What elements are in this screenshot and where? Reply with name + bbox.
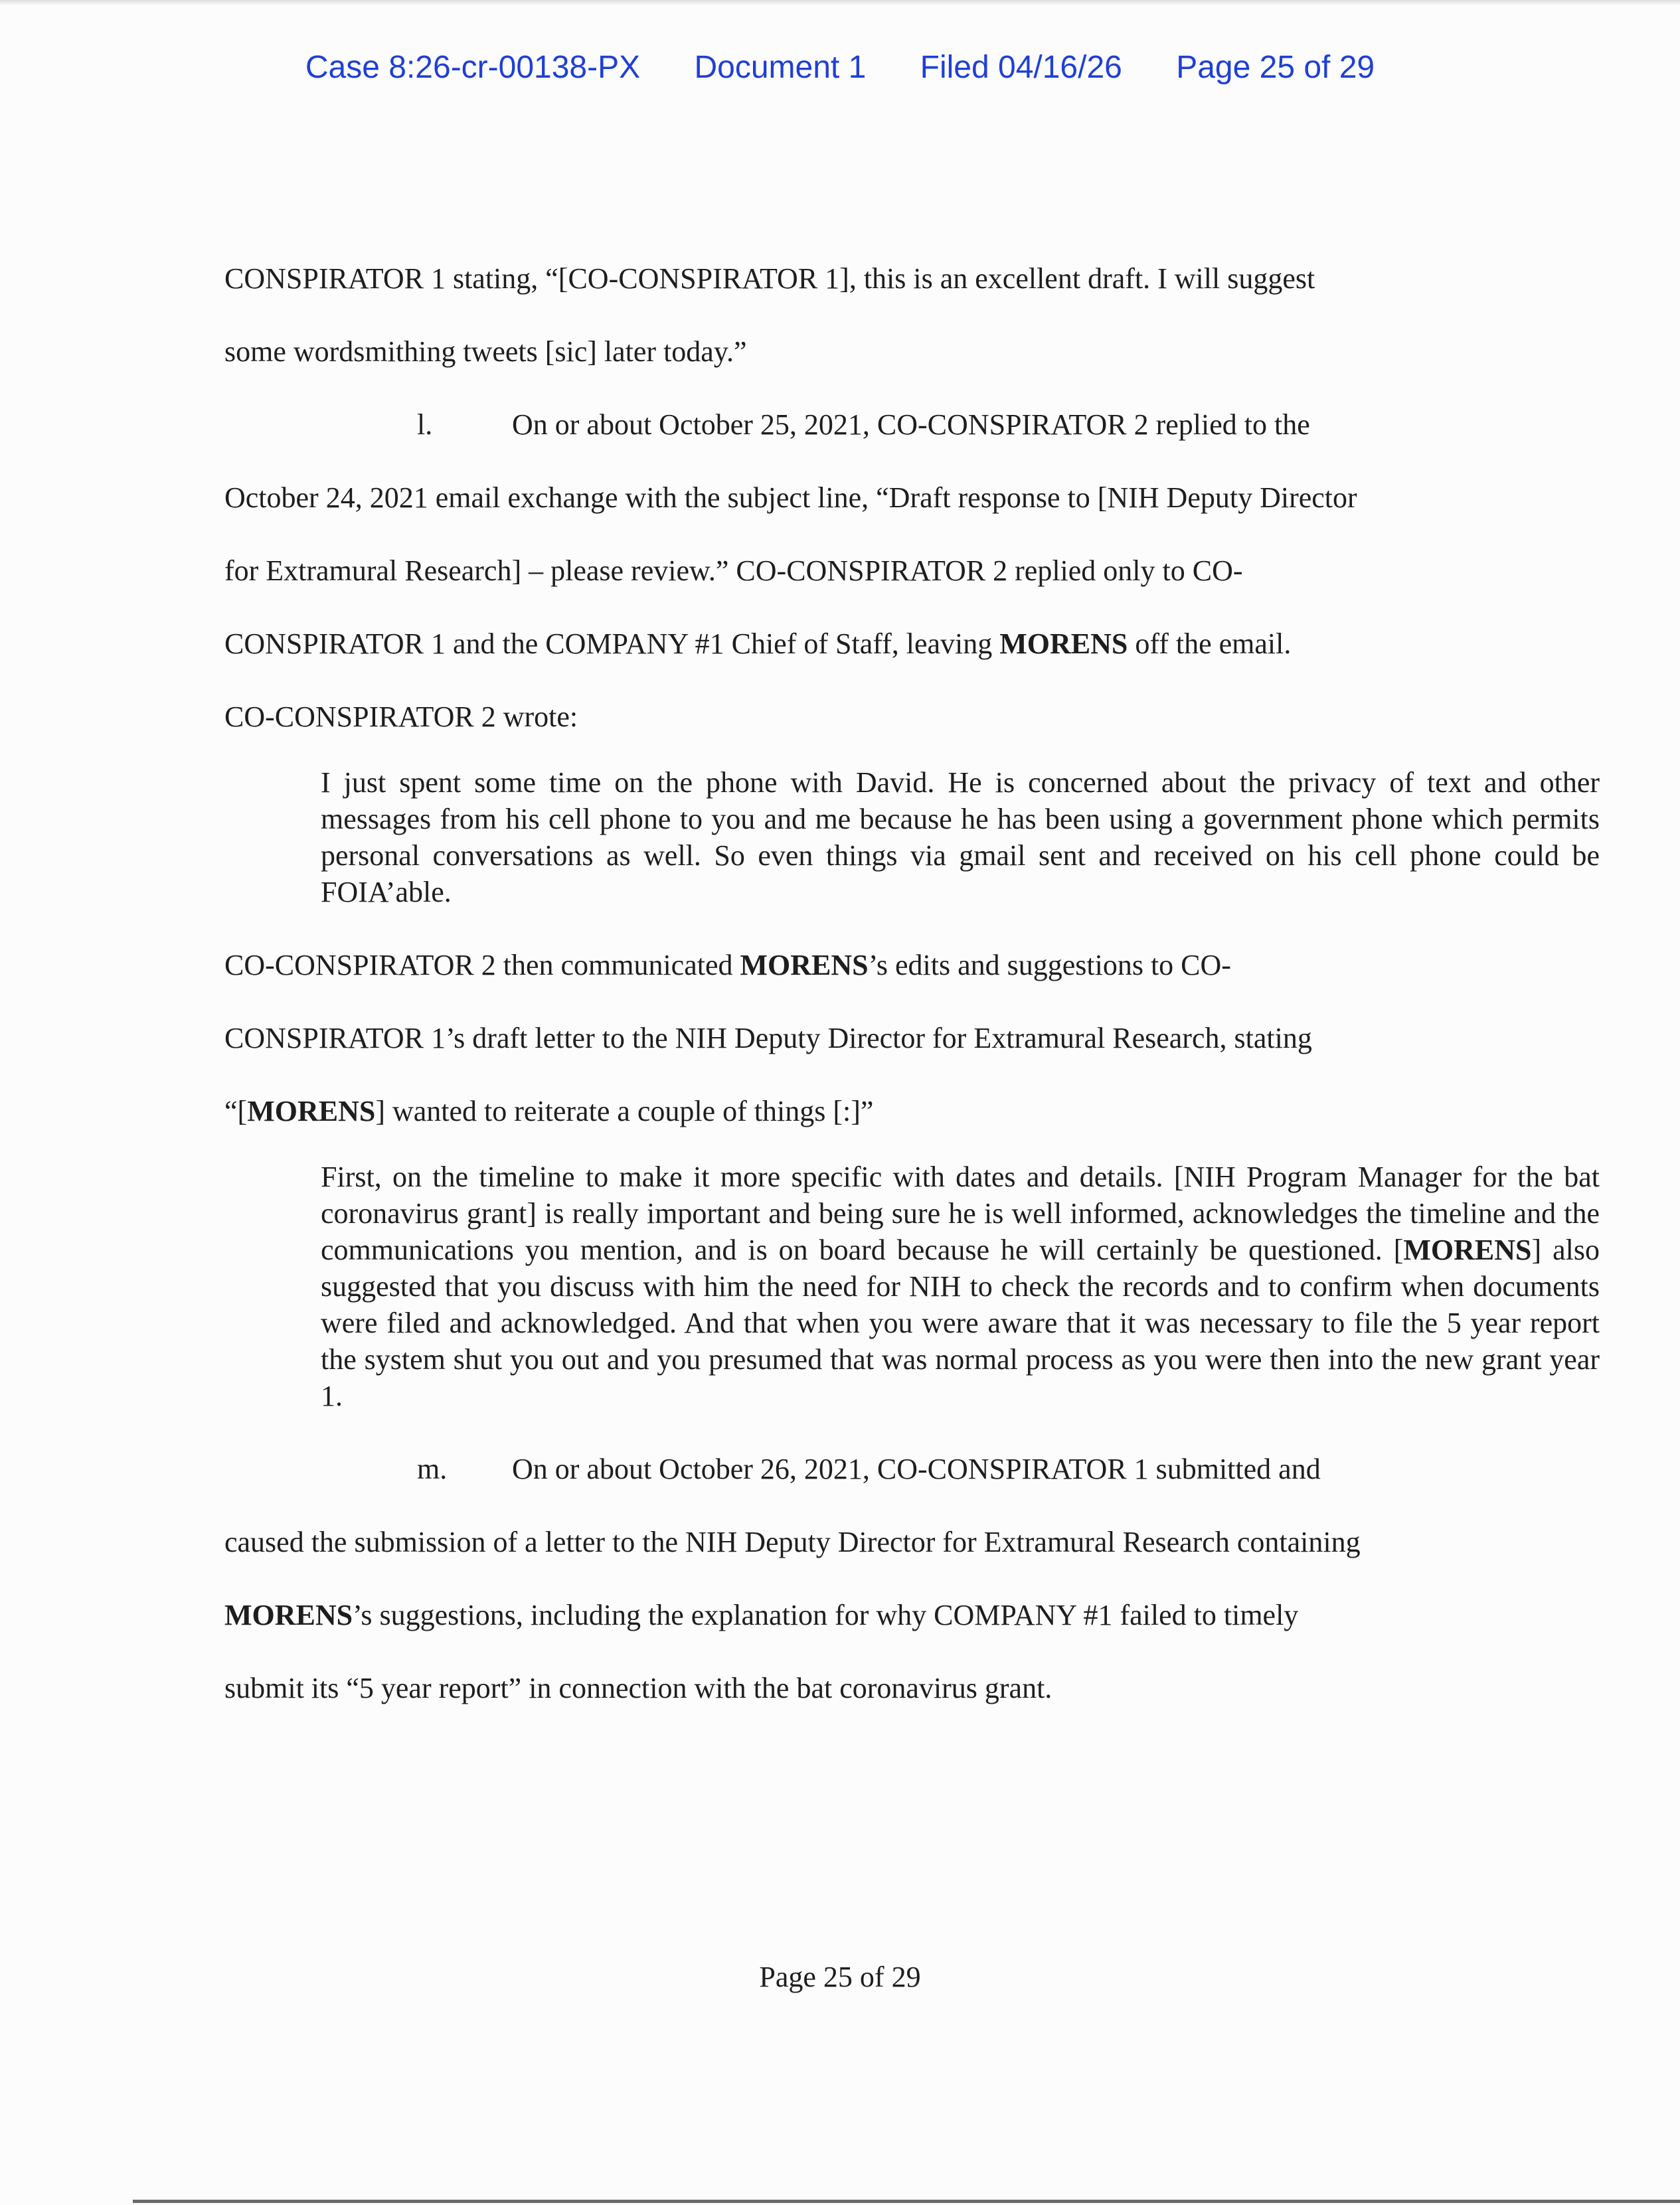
text-line: CONSPIRATOR 1’s draft letter to the NIH Deputy Director for Extramural Research, stating: [224, 1022, 1312, 1054]
text-line: for Extramural Research] – please review.” CO-CONSPIRATOR 2 replied only to CO-: [224, 554, 1243, 587]
item-label-l: l.: [417, 408, 433, 441]
text-line: [224, 1579, 1473, 1652]
defendant-name: MORENS: [999, 627, 1128, 660]
defendant-name: MORENS: [224, 1599, 353, 1631]
text-run: ] also suggested that you discuss with him the need for NIH to check the records and to confirm when documents were filed and acknowledged. And that when you were aware that it was necessary to file the 5 year report the system shut you out and you presumed that was normal process as you were then into the new grant year 1.: [321, 1234, 1600, 1412]
quote-text: [321, 1159, 1600, 1414]
text-run: off the email.: [1128, 627, 1292, 660]
header-page-number: Page 25 of 29: [1176, 50, 1375, 85]
text-line: submit its “5 year report” in connection with the bat coronavirus grant.: [224, 1672, 1052, 1704]
text-run: “[: [224, 1095, 248, 1127]
text-run: CONSPIRATOR 1 and the COMPANY #1 Chief of Staff, leaving: [224, 627, 1000, 660]
page-footer: [0, 1960, 1680, 1994]
paragraph-m-first-line: [224, 1433, 1473, 1506]
ecf-header: [0, 49, 1680, 86]
defendant-name: MORENS: [740, 949, 869, 981]
text-line: some wordsmithing tweets [sic] later today.”: [224, 335, 747, 368]
text-line: CONSPIRATOR 1 stating, “[CO-CONSPIRATOR 1], this is an excellent draft. I will suggest: [224, 262, 1315, 295]
text-line: [224, 608, 1473, 681]
item-label-m: m.: [417, 1453, 448, 1485]
block-quote-2: [321, 1148, 1600, 1433]
paragraph-l-first-line: [224, 388, 1473, 461]
header-case-number: Case 8:26-cr-00138-PX: [305, 50, 641, 85]
scan-top-edge: [0, 0, 1680, 5]
text-run: CO-CONSPIRATOR 2 then communicated: [224, 949, 740, 981]
text-line: October 24, 2021 email exchange with the subject line, “Draft response to [NIH Deputy Director: [224, 481, 1357, 514]
text-line: [224, 929, 1473, 1002]
text-run: ’s edits and suggestions to CO-: [868, 949, 1231, 981]
header-document-number: Document 1: [694, 50, 867, 85]
text-line: [224, 1075, 1473, 1148]
header-filed-date: Filed 04/16/26: [920, 50, 1122, 85]
text-line: On or about October 26, 2021, CO-CONSPIRATOR 1 submitted and: [512, 1453, 1321, 1485]
text-line: caused the submission of a letter to the NIH Deputy Director for Extramural Research containing: [224, 1526, 1361, 1558]
block-quote-1: [321, 754, 1600, 929]
text-line: On or about October 25, 2021, CO-CONSPIRATOR 2 replied to the: [512, 408, 1310, 441]
text-run: First, on the timeline to make it more specific with dates and details. [NIH Program Manager for the bat coronavirus grant] is really important and being sure he is well informed, acknowledges the timeline and the communications you mention, and is on board because he will certainly be questioned. [: [321, 1161, 1600, 1266]
scan-bottom-edge: [133, 2200, 1680, 2203]
defendant-name: MORENS: [247, 1095, 376, 1127]
text-run: ’s suggestions, including the explanation for why COMPANY #1 failed to timely: [353, 1599, 1299, 1631]
footer-page-number: Page 25 of 29: [759, 1961, 921, 1993]
document-body: [224, 242, 1600, 1725]
text-line: CO-CONSPIRATOR 2 wrote:: [224, 700, 578, 733]
quote-text: I just spent some time on the phone with David. He is concerned about the privacy of text and other messages from his cell phone to you and me because he has been using a government phone which permits personal conversations as well. So even things via gmail sent and received on his cell phone could be FOIA’able.: [321, 766, 1600, 908]
text-run: ] wanted to reiterate a couple of things [:]”: [375, 1095, 874, 1127]
defendant-name: MORENS: [1403, 1234, 1532, 1266]
